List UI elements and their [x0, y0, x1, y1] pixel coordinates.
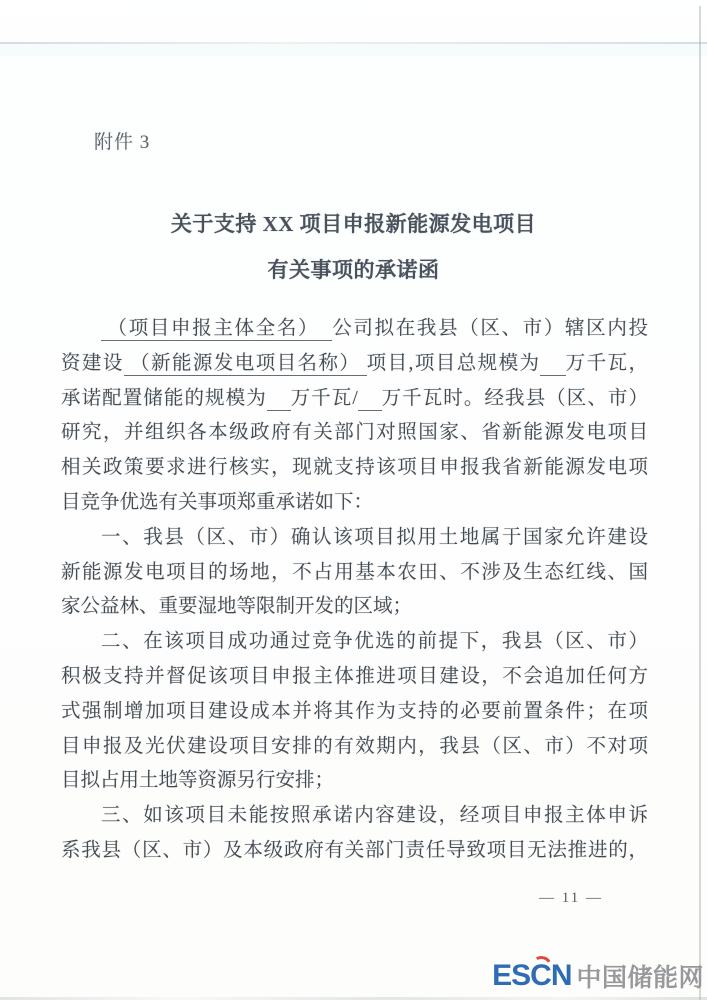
text-line	[61, 730, 648, 765]
document-body	[61, 312, 648, 869]
text-line	[61, 382, 648, 417]
document-title	[0, 201, 707, 293]
text-segment: 公司拟在我县（区、市）辖区内投	[332, 318, 648, 339]
text-segment: 万千瓦/	[290, 387, 358, 409]
text-segment: 项目,项目总规模为	[366, 352, 541, 374]
text-line	[61, 625, 648, 660]
logo-letter-c-glyph: C	[530, 959, 551, 992]
text-line	[61, 556, 648, 591]
attachment-label: 附件 3	[94, 132, 151, 153]
text-line	[61, 486, 648, 521]
underlined-blank-segment	[540, 353, 565, 376]
text-segment: 研究，并组织各本级政府有关部门对照国家、省新能源发电项目	[61, 422, 648, 444]
underlined-blank-segment	[358, 388, 382, 411]
text-segment: 三、如该项目未能按照承诺内容建设，经项目申报主体申诉	[101, 805, 648, 827]
underlined-blank-segment	[267, 388, 291, 411]
document-title-line-2: 有关事项的承诺函	[267, 258, 440, 282]
escn-logo-chinese: 中国储能网	[576, 964, 704, 992]
text-line	[61, 347, 648, 382]
text-segment: 一、我县（区、市）确认该项目拟用土地属于国家允许建设	[101, 526, 648, 548]
text-line	[61, 521, 648, 556]
logo-letter-n: N	[550, 959, 572, 992]
text-line	[61, 451, 648, 486]
document-title-line-1: 关于支持 XX 项目申报新能源发电项目	[170, 212, 537, 236]
text-line	[61, 799, 648, 834]
text-line	[61, 312, 648, 347]
text-segment: 积极支持并督促该项目申报主体推进项目建设，不会追加任何方	[61, 665, 648, 687]
text-segment: 二、在该项目成功通过竞争优选的前提下，我县（区、市）	[101, 631, 648, 653]
scan-artifact-right-edge	[699, 6, 701, 1000]
text-segment: 万千瓦时。经我县（区、市）	[381, 387, 648, 409]
text-segment: 家公益林、重要湿地等限制开发的区域；	[61, 596, 413, 618]
text-segment: 目申报及光伏建设项目安排的有效期内，我县（区、市）不对项	[61, 735, 648, 757]
underlined-blank-segment: （项目申报主体全名）	[101, 318, 333, 339]
escn-watermark-logo	[492, 958, 704, 994]
escn-logo-latin	[492, 959, 571, 993]
text-segment: 万千瓦，	[565, 352, 648, 374]
text-segment: 目竞争优选有关事项郑重承诺如下：	[61, 491, 374, 513]
text-segment: 系我县（区、市）及本级政府有关部门责任导致项目无法推进的，	[61, 839, 648, 861]
logo-letter-c	[530, 959, 551, 993]
text-line	[61, 764, 648, 799]
text-segment: 资建设	[61, 352, 124, 374]
text-segment: 相关政策要求进行核实，现就支持该项目申报我省新能源发电项	[61, 457, 648, 479]
text-segment: 承诺配置储能的规模为	[61, 387, 267, 409]
text-line	[61, 660, 648, 695]
text-segment: 新能源发电项目的场地，不占用基本农田、不涉及生态红线、国	[61, 561, 648, 583]
scan-artifact-top-band	[0, 44, 707, 56]
text-line	[61, 590, 648, 625]
page-number: — 11 —	[539, 890, 603, 906]
underlined-blank-segment: （新能源发电项目名称）	[123, 352, 367, 374]
text-line	[61, 834, 648, 869]
text-segment: 式强制增加项目建设成本并将其作为支持的必要前置条件；在项	[61, 700, 648, 722]
text-line	[61, 416, 648, 451]
text-line	[61, 695, 648, 730]
logo-letters-es: ES	[492, 959, 531, 992]
text-segment: 目拟占用土地等资源另行安排；	[61, 770, 335, 792]
